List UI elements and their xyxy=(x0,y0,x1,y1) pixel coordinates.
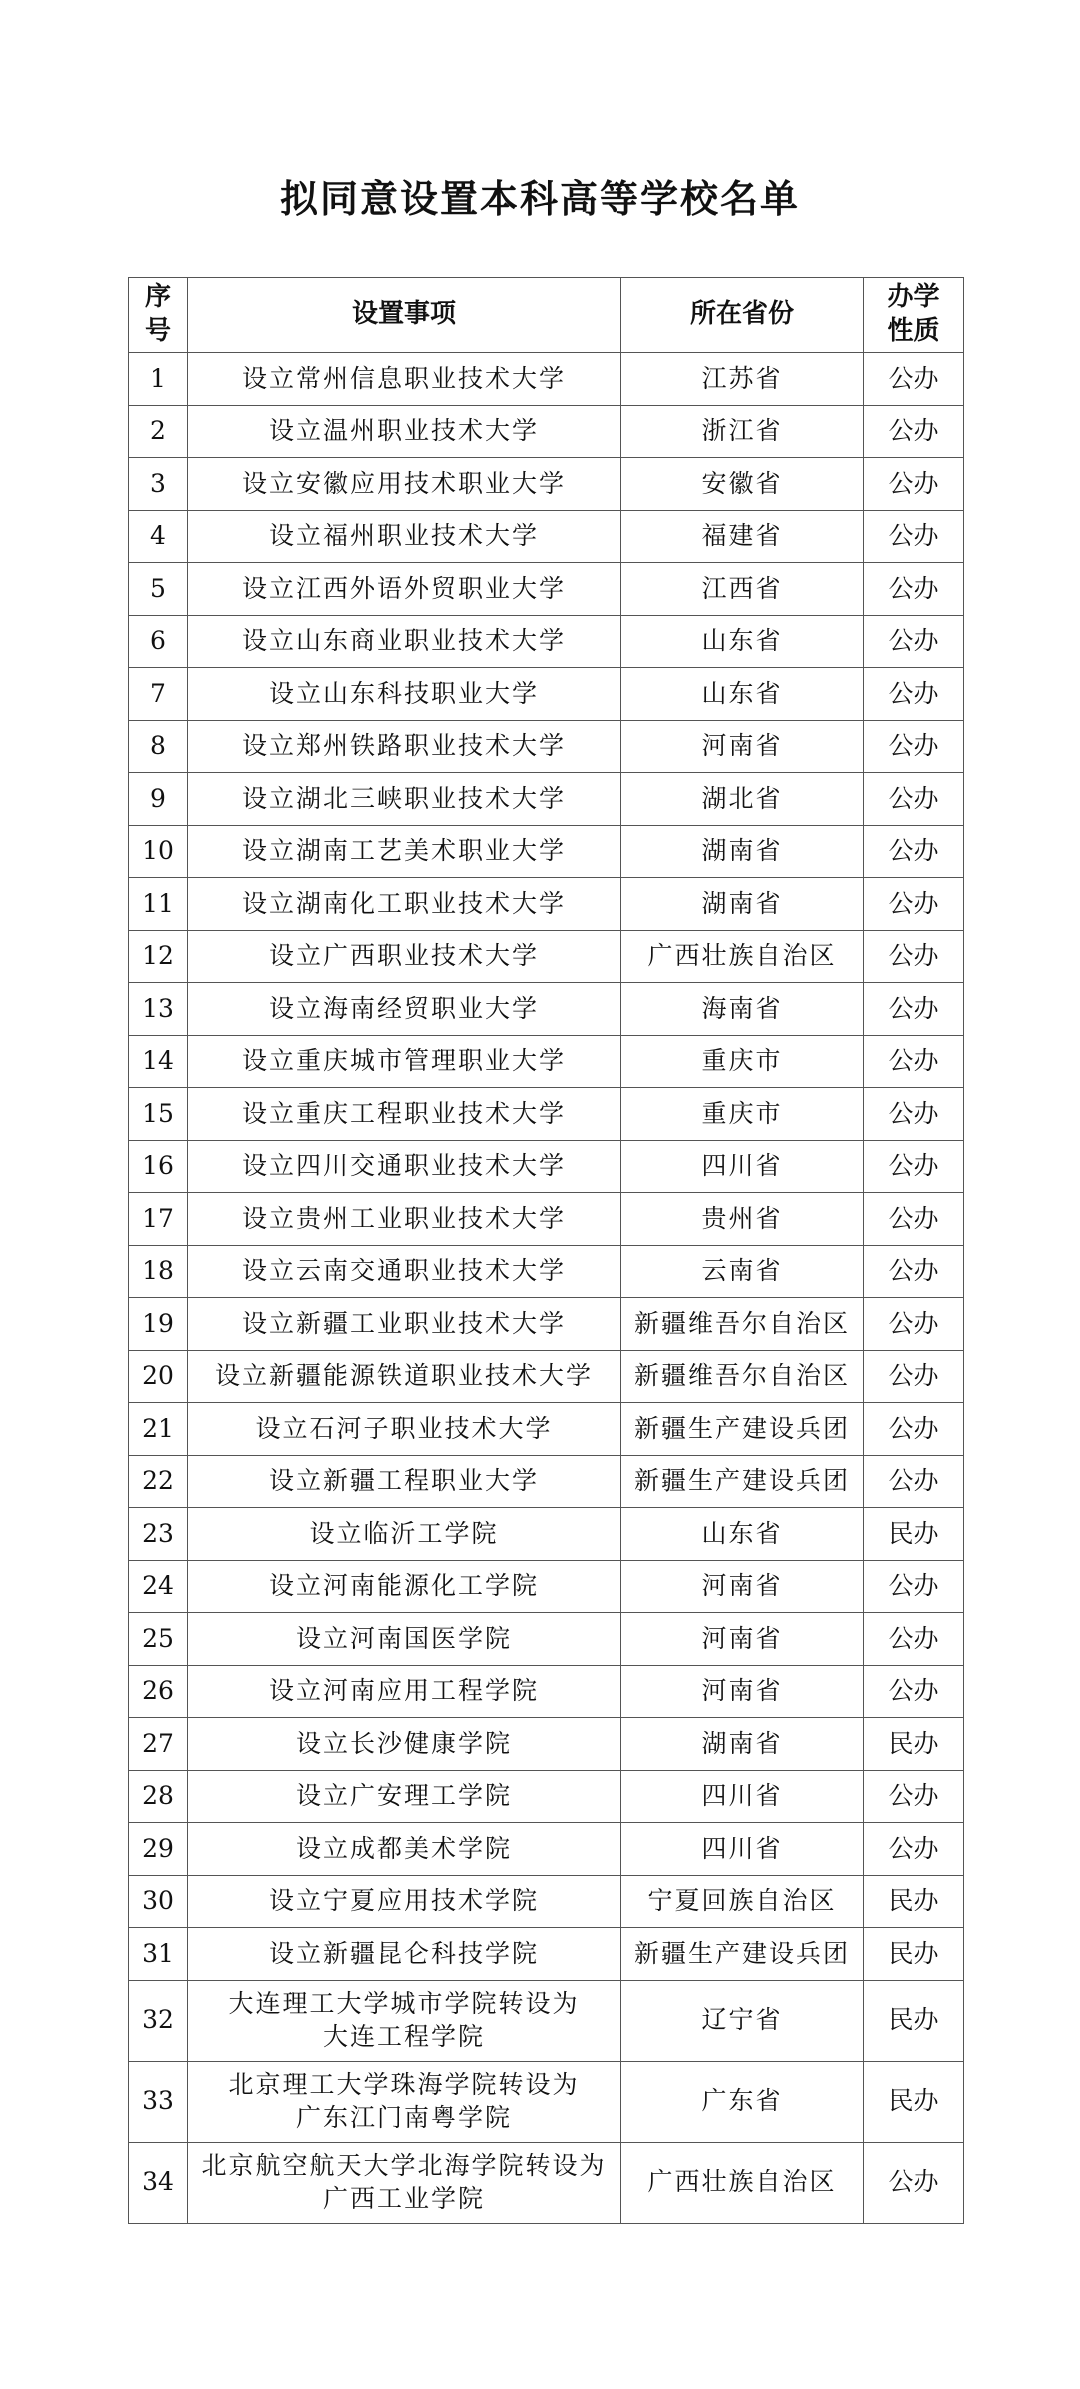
row-item xyxy=(188,2142,621,2223)
row-item xyxy=(188,1613,621,1666)
row-school-type: 公办 xyxy=(864,2142,964,2223)
table-row xyxy=(129,1508,964,1561)
row-serial-number: 15 xyxy=(129,1088,188,1141)
row-province: 湖北省 xyxy=(621,773,864,826)
row-serial-number: 9 xyxy=(129,773,188,826)
row-item xyxy=(188,1403,621,1456)
row-item-line: 设立江西外语外贸职业大学 xyxy=(241,573,566,603)
row-item-line: 设立河南应用工程学院 xyxy=(268,1676,539,1705)
row-school-type: 民办 xyxy=(864,1928,964,1981)
row-school-type: 公办 xyxy=(864,1245,964,1298)
row-item xyxy=(188,878,621,931)
row-item-line: 设立新疆工程职业大学 xyxy=(268,1466,539,1495)
row-item-line: 设立四川交通职业技术大学 xyxy=(241,1151,566,1180)
header-school-type: 办学 性质 xyxy=(864,278,964,353)
row-item xyxy=(188,1035,621,1088)
row-item-line: 设立广西职业技术大学 xyxy=(268,941,539,970)
row-item-line: 设立重庆工程职业技术大学 xyxy=(241,1098,566,1128)
row-item-line: 大连理工大学城市学院转设为 xyxy=(228,1989,580,2018)
table-row xyxy=(129,773,964,826)
row-province: 湖南省 xyxy=(621,878,864,931)
table-row xyxy=(129,563,964,616)
row-school-type: 民办 xyxy=(864,1980,964,2061)
row-school-type: 公办 xyxy=(864,1035,964,1088)
table-row xyxy=(129,405,964,458)
table-row xyxy=(129,1350,964,1403)
row-serial-number: 14 xyxy=(129,1035,188,1088)
row-item xyxy=(188,1193,621,1246)
row-item xyxy=(188,773,621,826)
table-row xyxy=(129,720,964,773)
row-serial-number: 21 xyxy=(129,1403,188,1456)
row-item xyxy=(188,615,621,668)
row-school-type: 公办 xyxy=(864,1088,964,1141)
row-province: 福建省 xyxy=(621,510,864,563)
row-item-line: 设立新疆能源铁道职业技术大学 xyxy=(214,1361,593,1390)
row-item xyxy=(188,1350,621,1403)
table-row xyxy=(129,1980,964,2061)
row-province: 湖南省 xyxy=(621,1718,864,1771)
row-school-type: 公办 xyxy=(864,1665,964,1718)
school-list-table xyxy=(128,277,964,2224)
table-row xyxy=(129,1088,964,1141)
row-item xyxy=(188,2061,621,2142)
row-school-type: 公办 xyxy=(864,983,964,1036)
row-province: 新疆维吾尔自治区 xyxy=(621,1298,864,1351)
row-item-line: 北京航空航天大学北海学院转设为 xyxy=(201,2151,607,2180)
row-serial-number: 2 xyxy=(129,405,188,458)
row-serial-number: 34 xyxy=(129,2142,188,2223)
row-item xyxy=(188,1088,621,1141)
row-item-line: 设立山东科技职业大学 xyxy=(268,678,539,708)
row-item xyxy=(188,1245,621,1298)
row-school-type: 公办 xyxy=(864,1455,964,1508)
row-item-line: 设立成都美术学院 xyxy=(295,1833,512,1863)
row-serial-number: 8 xyxy=(129,720,188,773)
row-serial-number: 13 xyxy=(129,983,188,1036)
row-serial-number: 6 xyxy=(129,615,188,668)
row-province: 重庆市 xyxy=(621,1035,864,1088)
row-serial-number: 7 xyxy=(129,668,188,721)
row-serial-number: 33 xyxy=(129,2061,188,2142)
row-item xyxy=(188,510,621,563)
row-province: 贵州省 xyxy=(621,1193,864,1246)
row-item-line: 北京理工大学珠海学院转设为 xyxy=(228,2070,580,2099)
row-serial-number: 10 xyxy=(129,825,188,878)
row-school-type: 公办 xyxy=(864,1770,964,1823)
row-province: 河南省 xyxy=(621,720,864,773)
table-row xyxy=(129,1298,964,1351)
row-item-line: 设立湖南化工职业技术大学 xyxy=(241,888,566,918)
row-item xyxy=(188,1455,621,1508)
row-school-type: 公办 xyxy=(864,1560,964,1613)
row-school-type: 公办 xyxy=(864,1823,964,1876)
row-serial-number: 5 xyxy=(129,563,188,616)
row-province: 安徽省 xyxy=(621,458,864,511)
row-school-type: 公办 xyxy=(864,615,964,668)
row-item-line: 设立长沙健康学院 xyxy=(295,1728,512,1758)
table-row xyxy=(129,878,964,931)
row-item xyxy=(188,458,621,511)
row-item-line: 设立湖北三峡职业技术大学 xyxy=(241,783,566,813)
table-row xyxy=(129,1770,964,1823)
row-province: 广西壮族自治区 xyxy=(621,930,864,983)
row-item-line: 设立湖南工艺美术职业大学 xyxy=(241,836,566,865)
row-province: 湖南省 xyxy=(621,825,864,878)
table-row xyxy=(129,510,964,563)
row-serial-number: 32 xyxy=(129,1980,188,2061)
row-item xyxy=(188,720,621,773)
table-header-row xyxy=(129,278,964,353)
row-item xyxy=(188,983,621,1036)
row-serial-number: 30 xyxy=(129,1875,188,1928)
row-school-type: 公办 xyxy=(864,1140,964,1193)
row-province: 浙江省 xyxy=(621,405,864,458)
row-school-type: 公办 xyxy=(864,668,964,721)
row-serial-number: 1 xyxy=(129,353,188,406)
row-item xyxy=(188,668,621,721)
row-school-type: 公办 xyxy=(864,1613,964,1666)
row-item-line: 设立福州职业技术大学 xyxy=(268,521,539,550)
row-item-line: 设立云南交通职业技术大学 xyxy=(241,1256,566,1285)
row-serial-number: 11 xyxy=(129,878,188,931)
row-province: 辽宁省 xyxy=(621,1980,864,2061)
row-school-type: 公办 xyxy=(864,458,964,511)
row-item xyxy=(188,1823,621,1876)
row-province: 河南省 xyxy=(621,1560,864,1613)
row-province: 云南省 xyxy=(621,1245,864,1298)
row-item-line: 设立石河子职业技术大学 xyxy=(255,1413,553,1443)
row-serial-number: 18 xyxy=(129,1245,188,1298)
row-serial-number: 31 xyxy=(129,1928,188,1981)
row-province: 河南省 xyxy=(621,1613,864,1666)
row-province: 四川省 xyxy=(621,1140,864,1193)
table-row xyxy=(129,930,964,983)
table-row xyxy=(129,1823,964,1876)
row-item xyxy=(188,1140,621,1193)
table-row xyxy=(129,983,964,1036)
row-item-line: 设立宁夏应用技术学院 xyxy=(268,1886,539,1915)
header-item: 设置事项 xyxy=(188,278,621,353)
row-item xyxy=(188,1980,621,2061)
row-item-line: 设立温州职业技术大学 xyxy=(268,416,539,445)
row-province: 海南省 xyxy=(621,983,864,1036)
row-item xyxy=(188,353,621,406)
row-item-line: 设立常州信息职业技术大学 xyxy=(241,363,566,393)
row-serial-number: 16 xyxy=(129,1140,188,1193)
row-province: 新疆生产建设兵团 xyxy=(621,1455,864,1508)
row-serial-number: 23 xyxy=(129,1508,188,1561)
table-row xyxy=(129,1928,964,1981)
table-row xyxy=(129,1560,964,1613)
row-school-type: 民办 xyxy=(864,1875,964,1928)
row-province: 江西省 xyxy=(621,563,864,616)
table-row xyxy=(129,1193,964,1246)
row-serial-number: 28 xyxy=(129,1770,188,1823)
row-item-line: 设立山东商业职业技术大学 xyxy=(241,626,566,655)
row-province: 四川省 xyxy=(621,1823,864,1876)
row-province: 河南省 xyxy=(621,1665,864,1718)
table-row xyxy=(129,1403,964,1456)
row-province: 山东省 xyxy=(621,1508,864,1561)
row-province: 重庆市 xyxy=(621,1088,864,1141)
row-serial-number: 12 xyxy=(129,930,188,983)
row-serial-number: 20 xyxy=(129,1350,188,1403)
table-row xyxy=(129,2142,964,2223)
row-item-line: 设立贵州工业职业技术大学 xyxy=(241,1203,566,1233)
row-province: 四川省 xyxy=(621,1770,864,1823)
row-item-line: 设立河南能源化工学院 xyxy=(268,1571,539,1600)
row-item-line: 设立重庆城市管理职业大学 xyxy=(241,1046,566,1075)
row-item xyxy=(188,1928,621,1981)
table-row xyxy=(129,1035,964,1088)
row-item-line: 设立新疆工业职业技术大学 xyxy=(241,1308,566,1338)
row-item-line: 大连工程学院 xyxy=(322,2021,485,2051)
row-item-line: 设立郑州铁路职业技术大学 xyxy=(241,731,566,760)
row-serial-number: 22 xyxy=(129,1455,188,1508)
row-item xyxy=(188,1875,621,1928)
row-school-type: 公办 xyxy=(864,1298,964,1351)
row-item xyxy=(188,563,621,616)
row-school-type: 民办 xyxy=(864,2061,964,2142)
table-row xyxy=(129,668,964,721)
row-province: 山东省 xyxy=(621,615,864,668)
row-item xyxy=(188,825,621,878)
row-item xyxy=(188,930,621,983)
document-title: 拟同意设置本科高等学校名单 xyxy=(279,177,800,221)
row-serial-number: 4 xyxy=(129,510,188,563)
row-province: 新疆生产建设兵团 xyxy=(621,1403,864,1456)
row-school-type: 公办 xyxy=(864,1350,964,1403)
row-school-type: 公办 xyxy=(864,1403,964,1456)
row-item-line: 设立安徽应用技术职业大学 xyxy=(241,468,566,498)
row-school-type: 公办 xyxy=(864,825,964,878)
row-school-type: 公办 xyxy=(864,353,964,406)
row-school-type: 公办 xyxy=(864,878,964,931)
row-province: 宁夏回族自治区 xyxy=(621,1875,864,1928)
row-item-line: 广西工业学院 xyxy=(322,2183,485,2213)
row-item-line: 设立海南经贸职业大学 xyxy=(268,993,539,1023)
table-row xyxy=(129,1718,964,1771)
row-serial-number: 27 xyxy=(129,1718,188,1771)
table-row xyxy=(129,1140,964,1193)
table-row xyxy=(129,2061,964,2142)
row-item-line: 广东江门南粤学院 xyxy=(295,2102,512,2132)
row-item-line: 设立新疆昆仑科技学院 xyxy=(268,1938,539,1968)
row-school-type: 公办 xyxy=(864,405,964,458)
table-row xyxy=(129,1455,964,1508)
row-school-type: 公办 xyxy=(864,773,964,826)
table-row xyxy=(129,1613,964,1666)
row-item xyxy=(188,1665,621,1718)
table-row xyxy=(129,353,964,406)
row-province: 江苏省 xyxy=(621,353,864,406)
table-row xyxy=(129,1665,964,1718)
row-school-type: 民办 xyxy=(864,1718,964,1771)
row-school-type: 公办 xyxy=(864,1193,964,1246)
table-row xyxy=(129,1875,964,1928)
row-school-type: 公办 xyxy=(864,930,964,983)
row-item xyxy=(188,405,621,458)
row-item xyxy=(188,1508,621,1561)
row-serial-number: 26 xyxy=(129,1665,188,1718)
row-serial-number: 24 xyxy=(129,1560,188,1613)
row-school-type: 公办 xyxy=(864,510,964,563)
row-item-line: 设立河南国医学院 xyxy=(295,1623,512,1653)
table-row xyxy=(129,1245,964,1298)
row-serial-number: 29 xyxy=(129,1823,188,1876)
row-province: 广东省 xyxy=(621,2061,864,2142)
row-item-line: 设立临沂工学院 xyxy=(309,1518,499,1548)
row-province: 新疆生产建设兵团 xyxy=(621,1928,864,1981)
row-province: 山东省 xyxy=(621,668,864,721)
row-serial-number: 25 xyxy=(129,1613,188,1666)
row-item-line: 设立广安理工学院 xyxy=(295,1781,512,1810)
row-province: 新疆维吾尔自治区 xyxy=(621,1350,864,1403)
row-item xyxy=(188,1298,621,1351)
row-province: 广西壮族自治区 xyxy=(621,2142,864,2223)
table-row xyxy=(129,825,964,878)
table-row xyxy=(129,458,964,511)
row-school-type: 公办 xyxy=(864,563,964,616)
table-row xyxy=(129,615,964,668)
header-serial-number: 序 号 xyxy=(129,278,188,353)
row-item xyxy=(188,1770,621,1823)
row-serial-number: 3 xyxy=(129,458,188,511)
row-serial-number: 17 xyxy=(129,1193,188,1246)
row-item xyxy=(188,1718,621,1771)
row-school-type: 民办 xyxy=(864,1508,964,1561)
row-serial-number: 19 xyxy=(129,1298,188,1351)
header-province: 所在省份 xyxy=(621,278,864,353)
row-item xyxy=(188,1560,621,1613)
row-school-type: 公办 xyxy=(864,720,964,773)
